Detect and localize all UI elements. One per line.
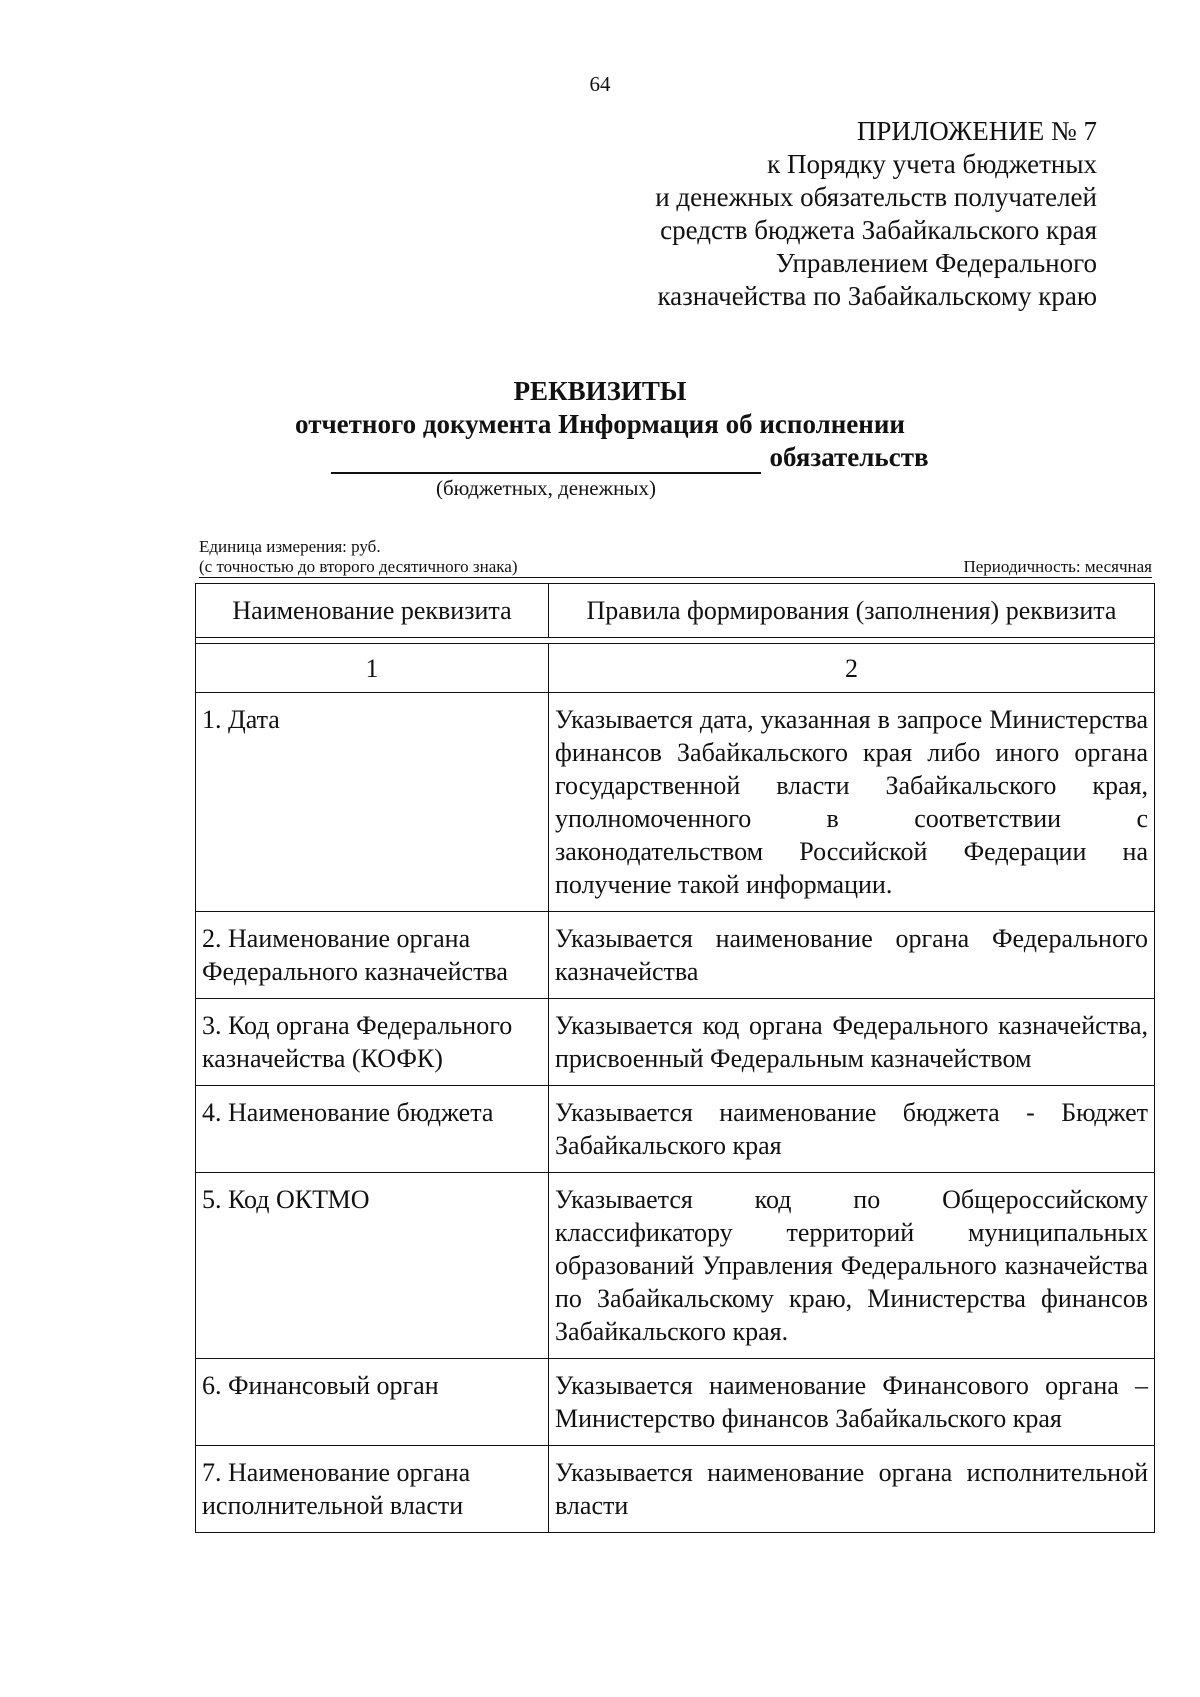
requisite-name: 7. Наименование органа исполнительной власти <box>195 1445 548 1533</box>
requisite-name: 3. Код органа Федерального казначейства (КОФК) <box>195 998 548 1085</box>
requisite-rule: Указывается наименование органа Федерального казначейства <box>548 911 1155 998</box>
table-header-row <box>195 583 1155 637</box>
table-row <box>195 998 1155 1085</box>
requisite-name: 1. Дата <box>195 692 548 911</box>
table-row <box>195 1445 1155 1533</box>
requisite-rule: Указывается код по Общероссийскому классификатору территорий муниципальных образований Управления Федерального казначейства по Забайкальскому краю, Министерства финансов Забайкальского края. <box>548 1172 1155 1358</box>
header-cell-name: Наименование реквизита <box>195 583 548 637</box>
title-line-3-text: обязательств <box>769 442 929 472</box>
requisite-rule: Указывается наименование органа исполнительной власти <box>548 1445 1155 1533</box>
requisite-rule: Указывается код органа Федерального казначейства, присвоенный Федеральным казначейством <box>548 998 1155 1085</box>
title-line-2: отчетного документа Информация об исполнении <box>295 409 905 439</box>
column-number: 1 <box>195 643 548 692</box>
fill-in-blank <box>331 446 761 474</box>
table-row <box>195 1172 1155 1358</box>
requisite-name: 4. Наименование бюджета <box>195 1085 548 1172</box>
appendix-line: казначейства по Забайкальскому краю <box>657 281 1097 311</box>
table-row <box>195 1085 1155 1172</box>
appendix-line: и денежных обязательств получателей <box>655 182 1097 212</box>
requisite-name: 2. Наименование органа Федерального казначейства <box>195 911 548 998</box>
document-title <box>0 375 1200 474</box>
appendix-line: ПРИЛОЖЕНИЕ № 7 <box>856 116 1097 146</box>
requisite-name: 6. Финансовый орган <box>195 1358 548 1445</box>
appendix-header <box>377 115 1097 313</box>
appendix-line: к Порядку учета бюджетных <box>767 149 1097 179</box>
precision-row <box>199 557 1152 578</box>
table-row <box>195 692 1155 911</box>
header-cell-rules: Правила формирования (заполнения) реквизита <box>548 583 1155 637</box>
column-number: 2 <box>548 643 1155 692</box>
requisite-rule: Указывается наименование Финансового органа – Министерство финансов Забайкальского края <box>548 1358 1155 1445</box>
table-row <box>195 911 1155 998</box>
title-line-3 <box>0 441 1200 474</box>
table-row <box>195 1358 1155 1445</box>
periodicity-label: Периодичность: месячная <box>963 557 1152 576</box>
measurement-info <box>199 537 1152 578</box>
precision-label: (с точностью до второго десятичного знака) <box>199 557 518 576</box>
requisite-name: 5. Код ОКТМО <box>195 1172 548 1358</box>
title-hint: (бюджетных, денежных) <box>436 476 656 500</box>
title-line-1: РЕКВИЗИТЫ <box>513 376 687 406</box>
appendix-line: средств бюджета Забайкальского края <box>660 215 1097 245</box>
unit-label: Единица измерения: руб. <box>199 537 381 556</box>
column-number-row <box>195 643 1155 692</box>
page-number: 64 <box>589 72 611 96</box>
requisite-rule: Указывается дата, указанная в запросе Министерства финансов Забайкальского края либо иного органа государственной власти Забайкальского края, уполномоченного в соответствии с законодательством Российской Федерации на получение такой информации. <box>548 692 1155 911</box>
appendix-line: Управлением Федерального <box>775 248 1097 278</box>
requisite-rule: Указывается наименование бюджета - Бюджет Забайкальского края <box>548 1085 1155 1172</box>
requisites-table <box>195 583 1155 1533</box>
